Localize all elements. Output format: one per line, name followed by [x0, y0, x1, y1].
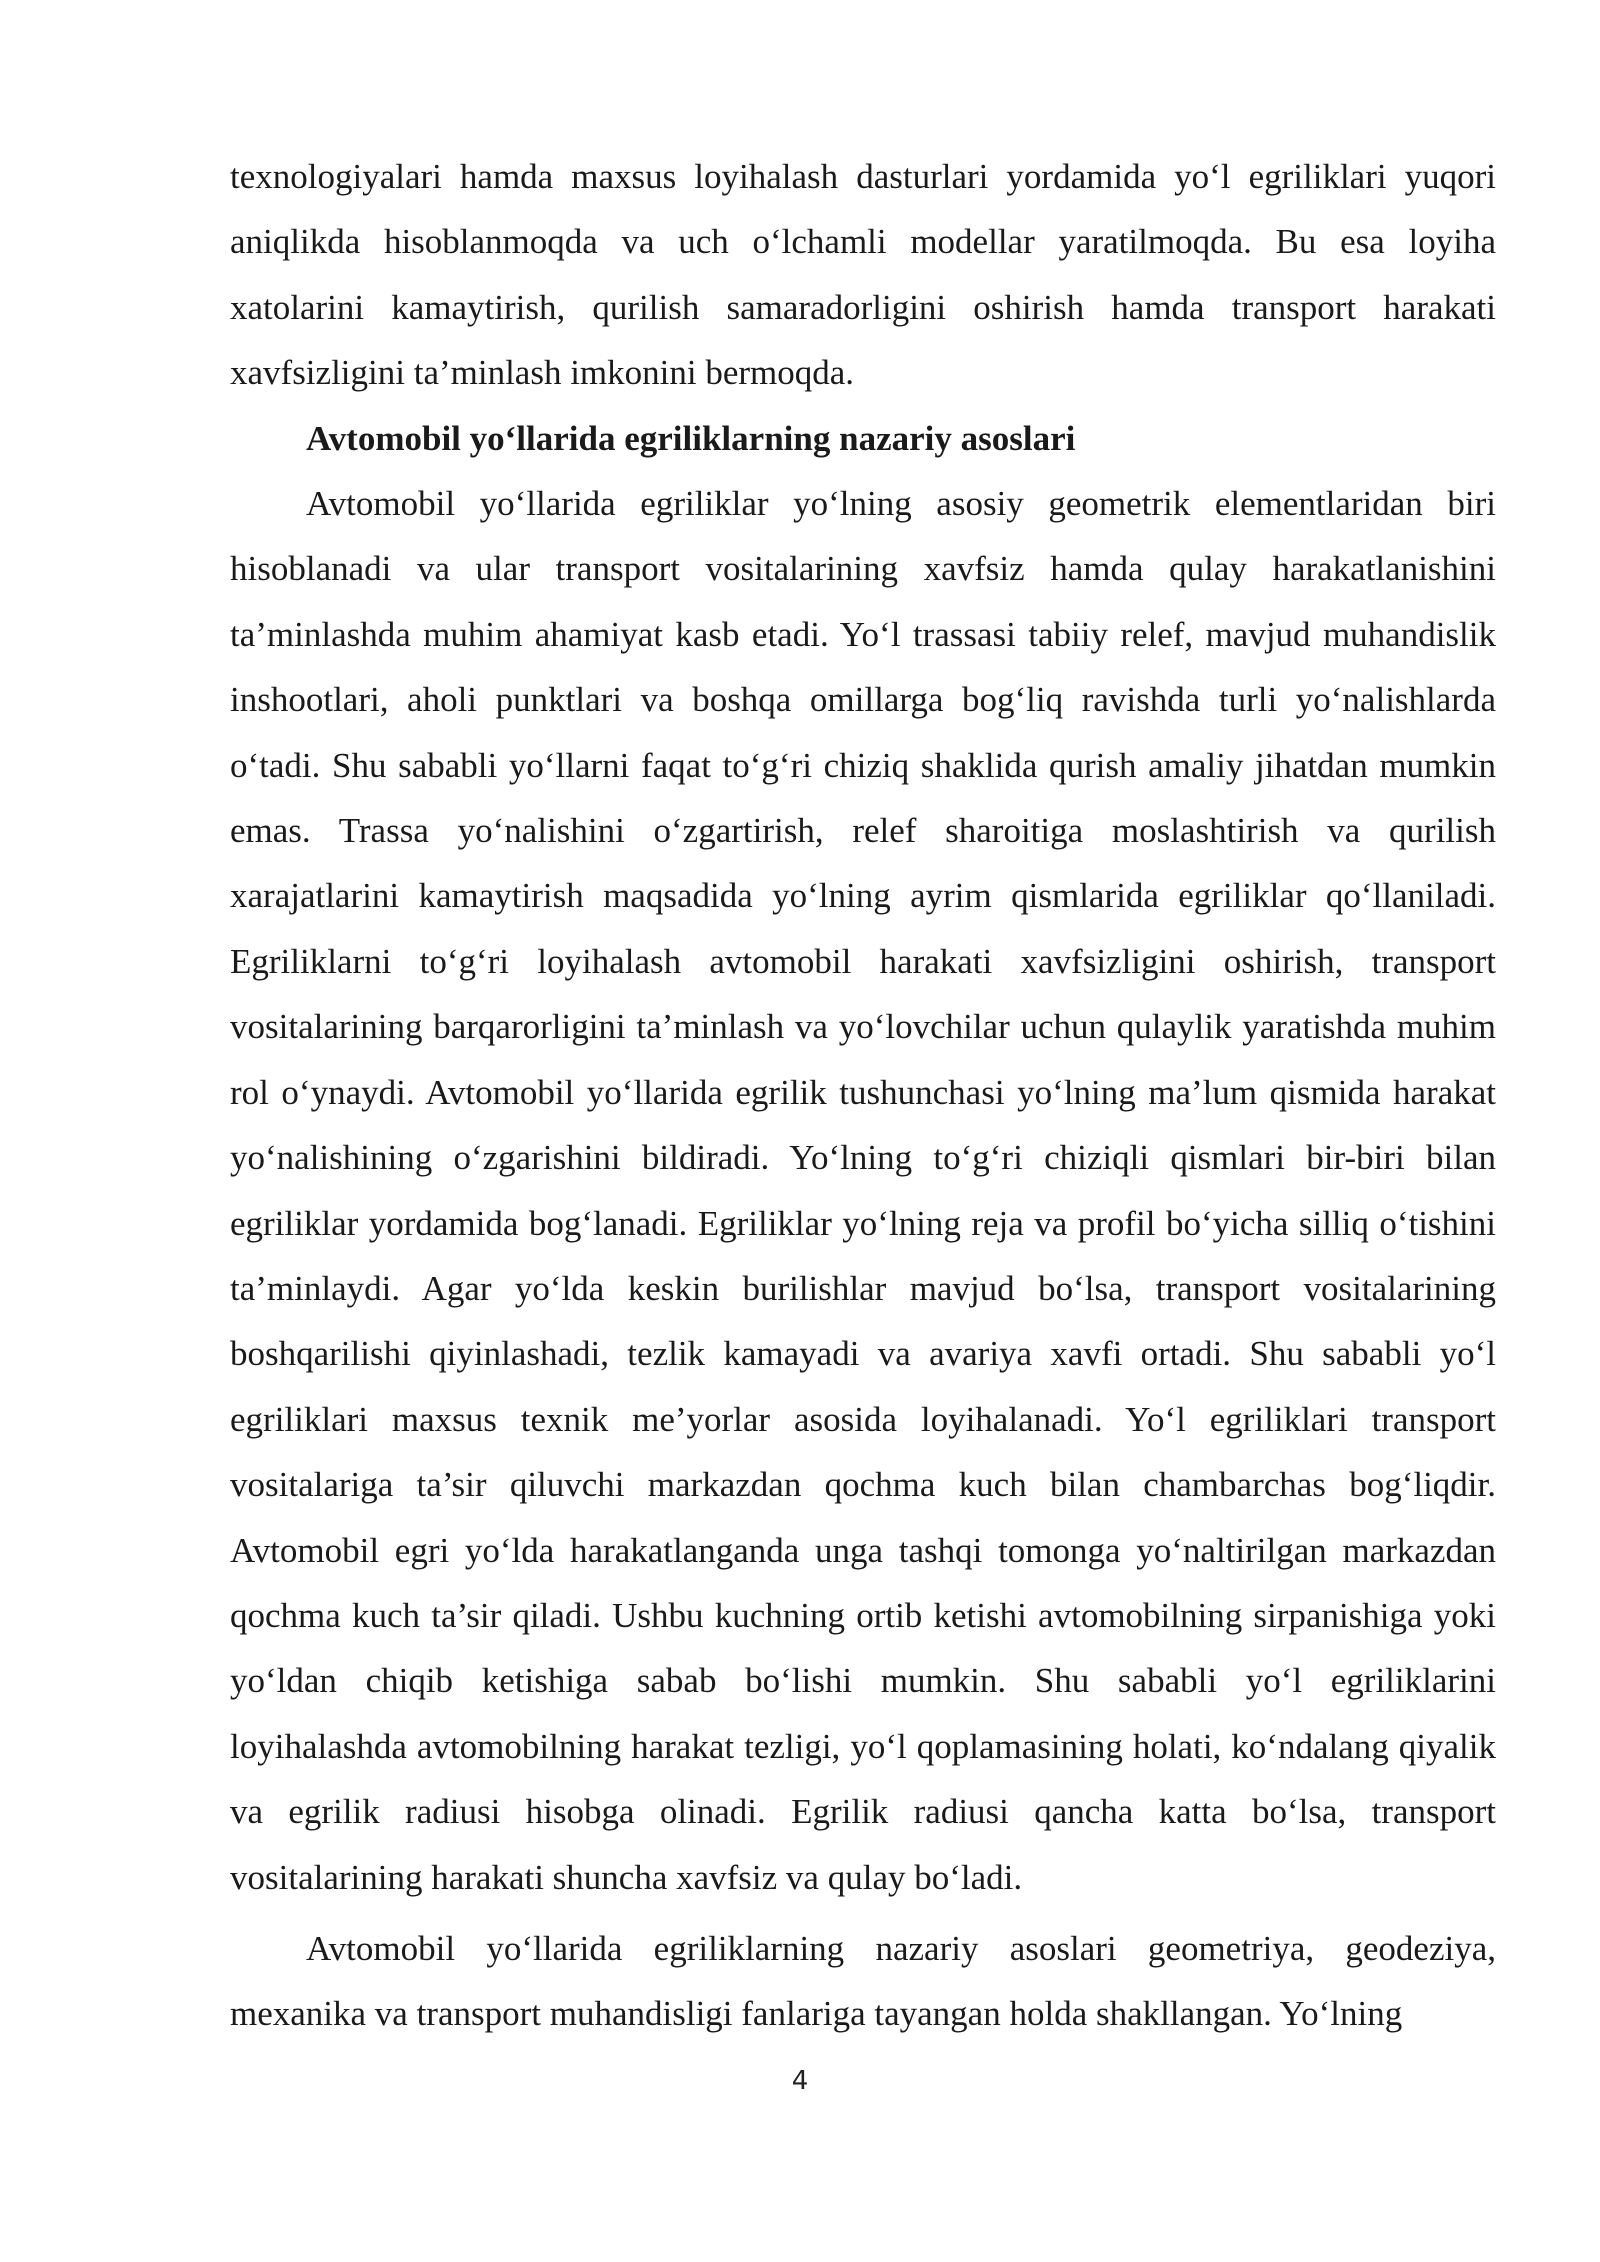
paragraph-foundations: Avtomobil yo‘llarida egriliklarning nazariy asoslari geometriya, geodeziya, mexanika va transport muhandisligi fanlariga tayangan holda shakllangan. Yo‘lning: [230, 1928, 1496, 2034]
page-body: [230, 144, 1496, 2047]
section-heading: Avtomobil yo‘llarida egriliklarning nazariy asoslari: [306, 418, 1076, 458]
paragraph-continuation: texnologiyalari hamda maxsus loyihalash dasturlari yordamida yo‘l egriliklari yuqori aniqlikda hisoblanmoqda va uch o‘lchamli modellar yaratilmoqda. Bu esa loyiha xatolarini kamaytirish, qurilish samaradorligini oshirish hamda transport harakati xavfsizligini ta’minlash imkonini bermoqda.: [230, 157, 1496, 393]
page-number: 4: [791, 2066, 809, 2096]
paragraph-theory: Avtomobil yo‘llarida egriliklar yo‘lning asosiy geometrik elementlaridan biri hisoblanadi va ular transport vositalarining xavfsiz hamda qulay harakatlanishini ta’minlashda muhim ahamiyat kasb etadi. Yo‘l trassasi tabiiy relef, mavjud muhandislik inshootlari, aholi punktlari va boshqa omillarga bog‘liq ravishda turli yo‘nalishlarda o‘tadi. Shu sababli yo‘llarni faqat to‘g‘ri chiziq shaklida qurish amaliy jihatdan mumkin emas. Trassa yo‘nalishini o‘zgartirish, relef sharoitiga moslashtirish va qurilish xarajatlarini kamaytirish maqsadida yo‘lning ayrim qismlarida egriliklar qo‘llaniladi. Egriliklarni to‘g‘ri loyihalash avtomobil harakati xavfsizligini oshirish, transport vositalarining barqarorligini ta’minlash va yo‘lovchilar uchun qulaylik yaratishda muhim rol o‘ynaydi. Avtomobil yo‘llarida egrilik tushunchasi yo‘lning ma’lum qismida harakat yo‘nalishining o‘zgarishini bildiradi. Yo‘lning to‘g‘ri chiziqli qismlari bir-biri bilan egriliklar yordamida bog‘lanadi. Egriliklar yo‘lning reja va profil bo‘yicha silliq o‘tishini ta’minlaydi. Agar yo‘lda keskin burilishlar mavjud bo‘lsa, transport vositalarining boshqarilishi qiyinlashadi, tezlik kamayadi va avariya xavfi ortadi. Shu sababli yo‘l egriliklari maxsus texnik me’yorlar asosida loyihalanadi. Yo‘l egriliklari transport vositalariga ta’sir qiluvchi markazdan qochma kuch bilan chambarchas bog‘liqdir. Avtomobil egri yo‘lda harakatlanganda unga tashqi tomonga yo‘naltirilgan markazdan qochma kuch ta’sir qiladi. Ushbu kuchning ortib ketishi avtomobilning sirpanishiga yoki yo‘ldan chiqib ketishiga sabab bo‘lishi mumkin. Shu sababli yo‘l egriliklarini loyihalashda avtomobilning harakat tezligi, yo‘l qoplamasining holati, ko‘ndalang qiyalik va egrilik radiusi hisobga olinadi. Egrilik radiusi qancha katta bo‘lsa, transport vositalarining harakati shuncha xavfsiz va qulay bo‘ladi.: [230, 484, 1496, 1897]
